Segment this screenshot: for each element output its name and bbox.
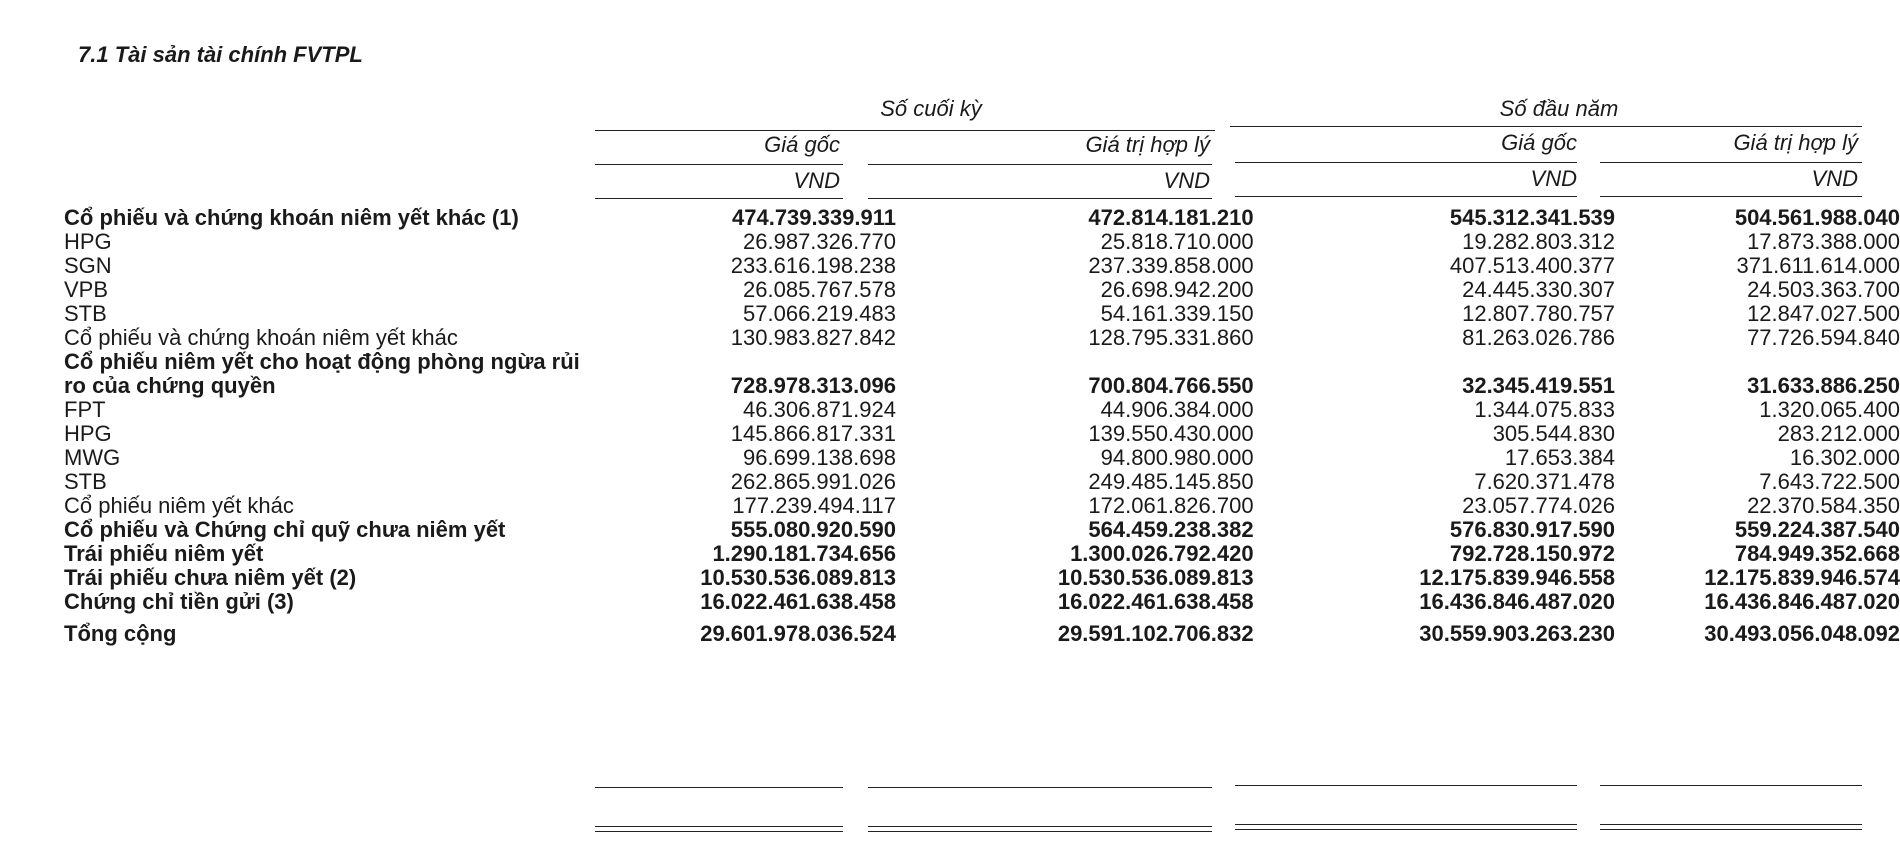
total-row <box>64 614 1900 654</box>
total-end-fair: 29.591.102.706.832 <box>1057 621 1254 646</box>
value-end-cost: 177.239.494.117 <box>732 493 896 518</box>
value-start-fair: 12.847.027.500 <box>1747 301 1900 326</box>
table-row <box>64 566 1900 590</box>
row-label: Cổ phiếu và Chứng chỉ quỹ chưa niêm yết <box>64 517 506 542</box>
value-start-fair: 24.503.363.700 <box>1747 277 1900 302</box>
total-start-fair: 30.493.056.048.092 <box>1704 621 1900 646</box>
row-label: Cổ phiếu và chứng khoán niêm yết khác (1) <box>64 205 519 230</box>
row-label: Cổ phiếu niêm yết cho hoạt động phòng ngừa rủi ro của chứng quyền <box>64 349 580 398</box>
value-start-cost: 576.830.917.590 <box>1449 517 1616 542</box>
value-start-cost: 12.807.780.757 <box>1462 301 1616 326</box>
value-start-fair: 16.302.000 <box>1789 445 1900 470</box>
row-label: Trái phiếu niêm yết <box>64 541 264 566</box>
subtotal-rule-1 <box>595 787 843 788</box>
value-start-fair: 77.726.594.840 <box>1747 325 1900 350</box>
value-end-cost: 26.085.767.578 <box>743 277 896 302</box>
row-label: VPB <box>64 277 109 302</box>
value-end-fair: 44.906.384.000 <box>1100 397 1254 422</box>
value-start-cost: 407.513.400.377 <box>1449 253 1616 278</box>
value-start-fair: 7.643.722.500 <box>1759 469 1900 494</box>
value-start-cost: 81.263.026.786 <box>1462 325 1616 350</box>
value-start-cost: 32.345.419.551 <box>1462 373 1616 398</box>
value-end-fair: 564.459.238.382 <box>1088 517 1254 542</box>
row-label: Cổ phiếu niêm yết khác <box>64 493 294 518</box>
total-double-rule-2 <box>868 826 1212 832</box>
value-end-fair: 700.804.766.550 <box>1088 373 1254 398</box>
table-row <box>64 206 1900 230</box>
value-end-fair: 26.698.942.200 <box>1100 277 1254 302</box>
col-header-end-fair: Giá trị hợp lý <box>1085 132 1210 157</box>
value-end-cost: 57.066.219.483 <box>743 301 896 326</box>
value-end-cost: 1.290.181.734.656 <box>712 541 896 566</box>
value-end-fair: 25.818.710.000 <box>1100 229 1254 254</box>
value-end-cost: 16.022.461.638.458 <box>700 589 896 614</box>
total-start-cost: 30.559.903.263.230 <box>1419 621 1616 646</box>
row-label: FPT <box>64 397 106 422</box>
table-row <box>64 230 1900 254</box>
total-double-rule-4 <box>1600 824 1862 830</box>
fvtpl-table <box>64 206 1900 654</box>
value-start-fair: 283.212.000 <box>1777 421 1900 446</box>
table-row <box>64 422 1900 446</box>
col-rule-1 <box>595 164 843 165</box>
value-start-cost: 1.344.075.833 <box>1474 397 1616 422</box>
col-rule-unit-1 <box>595 198 843 199</box>
value-start-cost: 24.445.330.307 <box>1462 277 1616 302</box>
table-row <box>64 518 1900 542</box>
table-row <box>64 254 1900 278</box>
value-start-fair: 12.175.839.946.574 <box>1704 565 1900 590</box>
unit-end-fair: VND <box>1163 168 1210 193</box>
value-end-fair: 1.300.026.792.420 <box>1070 541 1254 566</box>
value-end-fair: 237.339.858.000 <box>1088 253 1254 278</box>
table-row <box>64 446 1900 470</box>
value-end-fair: 128.795.331.860 <box>1088 325 1254 350</box>
total-end-cost: 29.601.978.036.524 <box>700 621 896 646</box>
table-row <box>64 542 1900 566</box>
value-end-cost: 233.616.198.238 <box>730 253 896 278</box>
value-end-cost: 262.865.991.026 <box>730 469 896 494</box>
unit-start-fair: VND <box>1811 166 1858 191</box>
value-end-fair: 10.530.536.089.813 <box>1057 565 1254 590</box>
value-start-fair: 504.561.988.040 <box>1734 205 1900 230</box>
row-label: Cổ phiếu và chứng khoán niêm yết khác <box>64 325 458 350</box>
value-start-cost: 545.312.341.539 <box>1449 205 1616 230</box>
value-end-cost: 26.987.326.770 <box>743 229 896 254</box>
col-header-start-fair: Giá trị hợp lý <box>1733 130 1858 155</box>
value-start-cost: 12.175.839.946.558 <box>1419 565 1616 590</box>
value-end-cost: 145.866.817.331 <box>730 421 896 446</box>
row-label: MWG <box>64 445 121 470</box>
table-row <box>64 494 1900 518</box>
col-rule-unit-4 <box>1600 196 1862 197</box>
unit-end-cost: VND <box>793 168 840 193</box>
group-rule-start <box>1230 126 1862 127</box>
total-double-rule-3 <box>1235 824 1577 830</box>
value-end-fair: 54.161.339.150 <box>1100 301 1254 326</box>
value-end-cost: 728.978.313.096 <box>730 373 896 398</box>
value-end-cost: 10.530.536.089.813 <box>700 565 896 590</box>
row-label: HPG <box>64 421 112 446</box>
value-start-cost: 7.620.371.478 <box>1474 469 1616 494</box>
value-start-cost: 792.728.150.972 <box>1449 541 1616 566</box>
value-start-fair: 1.320.065.400 <box>1759 397 1900 422</box>
value-start-fair: 17.873.388.000 <box>1747 229 1900 254</box>
value-end-fair: 16.022.461.638.458 <box>1057 589 1254 614</box>
table-row <box>64 326 1900 350</box>
value-end-cost: 130.983.827.842 <box>730 325 896 350</box>
value-end-fair: 472.814.181.210 <box>1088 205 1254 230</box>
value-start-cost: 17.653.384 <box>1504 445 1616 470</box>
value-end-fair: 139.550.430.000 <box>1088 421 1254 446</box>
row-label: STB <box>64 469 107 494</box>
value-end-cost: 46.306.871.924 <box>743 397 896 422</box>
value-start-cost: 16.436.846.487.020 <box>1419 589 1616 614</box>
table-row <box>64 302 1900 326</box>
value-end-fair: 249.485.145.850 <box>1088 469 1254 494</box>
row-label: Trái phiếu chưa niêm yết (2) <box>64 565 357 590</box>
value-start-fair: 371.611.614.000 <box>1736 253 1900 278</box>
col-header-start-cost: Giá gốc <box>1501 130 1577 155</box>
group-rule-end <box>595 130 1215 131</box>
value-start-fair: 31.633.886.250 <box>1747 373 1900 398</box>
row-label: SGN <box>64 253 112 278</box>
value-end-cost: 555.080.920.590 <box>730 517 896 542</box>
group-header-start: Số đầu năm <box>1499 96 1619 121</box>
unit-start-cost: VND <box>1530 166 1577 191</box>
value-start-fair: 22.370.584.350 <box>1747 493 1900 518</box>
table-row <box>64 590 1900 614</box>
subtotal-rule-3 <box>1235 785 1577 786</box>
table-row <box>64 350 1900 398</box>
row-label: Chứng chỉ tiền gửi (3) <box>64 589 294 614</box>
subtotal-rule-4 <box>1600 785 1862 786</box>
col-rule-unit-2 <box>868 198 1212 199</box>
col-header-end-cost: Giá gốc <box>764 132 840 157</box>
group-header-end: Số cuối kỳ <box>880 96 982 121</box>
value-start-fair: 784.949.352.668 <box>1734 541 1900 566</box>
row-label: HPG <box>64 229 112 254</box>
value-start-fair: 559.224.387.540 <box>1734 517 1900 542</box>
value-end-fair: 94.800.980.000 <box>1100 445 1254 470</box>
value-start-cost: 305.544.830 <box>1492 421 1616 446</box>
section-title: 7.1 Tài sản tài chính FVTPL <box>78 42 363 67</box>
table-row <box>64 398 1900 422</box>
col-rule-3 <box>1235 162 1577 163</box>
subtotal-rule-2 <box>868 787 1212 788</box>
table-row <box>64 470 1900 494</box>
value-end-cost: 474.739.339.911 <box>732 205 896 230</box>
value-end-fair: 172.061.826.700 <box>1088 493 1254 518</box>
table-row <box>64 278 1900 302</box>
value-start-cost: 19.282.803.312 <box>1462 229 1616 254</box>
value-start-fair: 16.436.846.487.020 <box>1704 589 1900 614</box>
total-double-rule-1 <box>595 826 843 832</box>
col-rule-unit-3 <box>1235 196 1577 197</box>
value-end-cost: 96.699.138.698 <box>743 445 896 470</box>
total-label: Tổng cộng <box>64 621 177 646</box>
row-label: STB <box>64 301 107 326</box>
value-start-cost: 23.057.774.026 <box>1462 493 1616 518</box>
col-rule-2 <box>868 164 1212 165</box>
col-rule-4 <box>1600 162 1862 163</box>
